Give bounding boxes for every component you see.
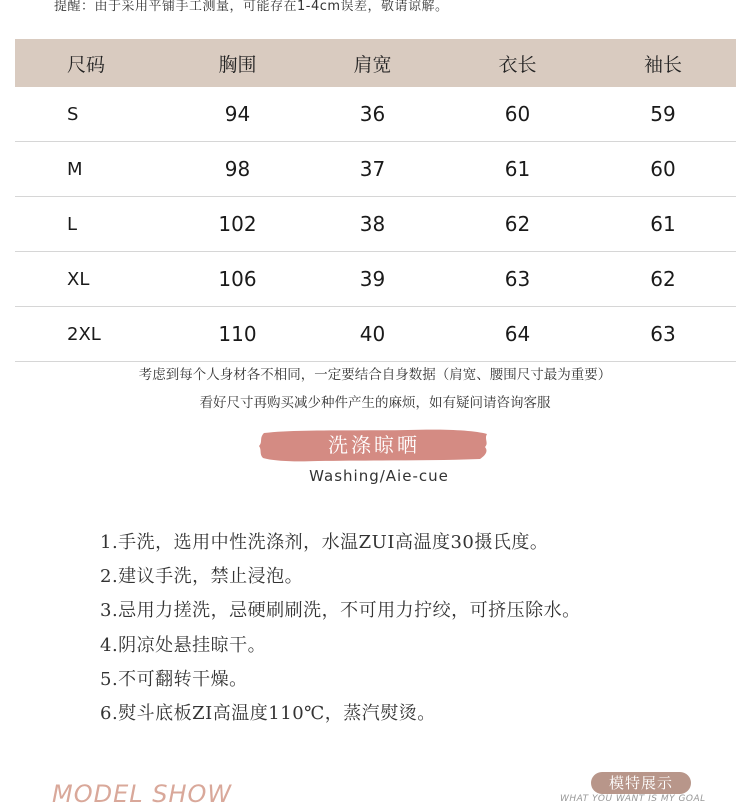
cell-shoulder: 39 — [300, 252, 445, 307]
cell-chest: 98 — [175, 142, 300, 197]
size-chart-header-row — [15, 39, 736, 87]
header-chest: 胸围 — [175, 39, 300, 87]
size-advice-line-1: 考虑到每个人身材各不相同，一定要结合自身数据（肩宽、腰围尺寸最为重要） — [138, 367, 612, 383]
header-size: 尺码 — [15, 39, 175, 87]
table-row — [15, 307, 736, 362]
cell-sleeve: 63 — [590, 307, 736, 362]
cell-size: XL — [15, 252, 175, 307]
header-shoulder: 肩宽 — [300, 39, 445, 87]
cell-sleeve: 59 — [590, 87, 736, 142]
wash-section-subtitle: Washing/Aie-cue — [309, 467, 449, 485]
size-advice-line-2: 看好尺寸再购买减少种件产生的麻烦，如有疑问请咨询客服 — [199, 395, 551, 411]
list-item: 2.建议手洗，禁止浸泡。 — [100, 566, 304, 588]
cell-length: 63 — [445, 252, 590, 307]
table-row — [15, 87, 736, 142]
header-length: 衣长 — [445, 39, 590, 87]
cell-size: M — [15, 142, 175, 197]
table-row — [15, 197, 736, 252]
model-show-tagline: WHAT YOU WANT IS MY GOAL — [560, 794, 706, 804]
cell-length: 62 — [445, 197, 590, 252]
cell-shoulder: 38 — [300, 197, 445, 252]
list-item: 6.熨斗底板ZI高温度110℃，蒸汽熨烫。 — [100, 702, 436, 724]
cell-chest: 102 — [175, 197, 300, 252]
cell-length: 61 — [445, 142, 590, 197]
table-row — [15, 142, 736, 197]
cell-sleeve: 61 — [590, 197, 736, 252]
cell-chest: 110 — [175, 307, 300, 362]
cell-length: 64 — [445, 307, 590, 362]
wash-section-title: 洗涤晾晒 — [328, 433, 420, 457]
cell-shoulder: 36 — [300, 87, 445, 142]
model-show-heading: MODEL SHOW — [52, 780, 233, 808]
list-item: 4.阴凉处悬挂晾干。 — [100, 634, 267, 656]
measurement-note: 提醒：由于采用平铺手工测量，可能存在1-4cm误差，敬请谅解。 — [54, 0, 449, 14]
cell-size: S — [15, 87, 175, 142]
model-show-badge: 模特展示 — [591, 772, 691, 794]
list-item: 1.手洗，选用中性洗涤剂，水温ZUI高温度30摄氏度。 — [100, 532, 549, 553]
cell-sleeve: 60 — [590, 142, 736, 197]
cell-length: 60 — [445, 87, 590, 142]
size-chart-table — [15, 39, 736, 362]
cell-sleeve: 62 — [590, 252, 736, 307]
cell-size: 2XL — [15, 307, 175, 362]
cell-shoulder: 37 — [300, 142, 445, 197]
list-item: 3.忌用力搓洗，忌硬刷刷洗，不可用力拧绞，可挤压除水。 — [100, 600, 581, 622]
list-item: 5.不可翻转干燥。 — [100, 668, 248, 690]
cell-chest: 94 — [175, 87, 300, 142]
cell-size: L — [15, 197, 175, 252]
cell-shoulder: 40 — [300, 307, 445, 362]
header-sleeve: 袖长 — [590, 39, 736, 87]
table-row — [15, 252, 736, 307]
care-instructions-list — [100, 526, 581, 731]
cell-chest: 106 — [175, 252, 300, 307]
